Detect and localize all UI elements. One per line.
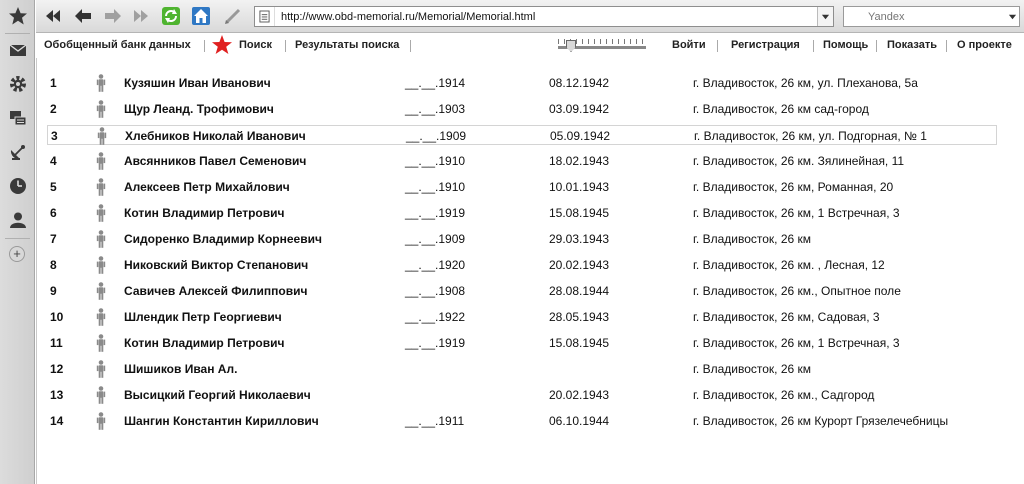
person-icon <box>96 100 106 118</box>
person-name[interactable]: Никовский Виктор Степанович <box>124 258 309 272</box>
person-icon <box>96 360 106 378</box>
person-name[interactable]: Алексеев Петр Михайлович <box>124 180 290 194</box>
nav-search-results[interactable]: Результаты поиска <box>295 39 400 51</box>
death-date: 29.03.1943 <box>549 232 610 246</box>
person-icon <box>96 386 106 404</box>
birth-date: __.__.1910 <box>405 180 466 194</box>
death-date: 28.05.1943 <box>549 310 610 324</box>
birth-date: __.__.1919 <box>405 336 466 350</box>
burial-place: г. Владивосток, 26 км, 1 Встречная, 3 <box>693 336 900 350</box>
red-star-icon <box>211 35 233 55</box>
result-row[interactable] <box>47 281 997 301</box>
death-date: 15.08.1945 <box>549 206 610 220</box>
burial-place: г. Владивосток, 26 км. Зялинейная, 11 <box>693 154 905 168</box>
rewind-icon[interactable] <box>42 5 64 27</box>
result-row[interactable] <box>47 333 997 353</box>
row-number: 2 <box>50 102 57 116</box>
nav-about[interactable]: О проекте <box>957 39 1012 51</box>
opera-sidebar <box>0 0 35 484</box>
search-box[interactable] <box>843 6 1020 27</box>
person-name[interactable]: Савичев Алексей Филиппович <box>124 284 308 298</box>
result-row[interactable] <box>47 73 997 93</box>
add-panel-icon[interactable]: + <box>9 246 25 262</box>
person-icon <box>96 334 106 352</box>
birth-date: __.__.1914 <box>405 76 466 90</box>
burial-place: г. Владивосток, 26 км. , Лесная, 12 <box>693 258 885 272</box>
birth-date: __.__.1920 <box>405 258 466 272</box>
person-icon <box>96 282 106 300</box>
row-number: 5 <box>50 180 57 194</box>
nav-general-db[interactable]: Обобщенный банк данных <box>44 39 191 51</box>
burial-place: г. Владивосток, 26 км Курорт Грязелечебницы <box>693 414 949 428</box>
person-icon <box>96 152 106 170</box>
burial-place: г. Владивосток, 26 км, Садовая, 3 <box>693 310 880 324</box>
result-row[interactable] <box>47 385 997 405</box>
row-number: 14 <box>50 414 64 428</box>
death-date: 10.01.1943 <box>549 180 610 194</box>
zoom-slider-thumb[interactable] <box>566 40 576 52</box>
birth-date: __.__.1910 <box>405 154 466 168</box>
burial-place: г. Владивосток, 26 км <box>693 232 812 246</box>
address-dropdown-icon[interactable] <box>817 7 833 26</box>
person-name[interactable]: Авсянников Павел Семенович <box>124 154 307 168</box>
bookmarks-star-icon[interactable] <box>3 2 32 30</box>
nav-search[interactable]: Поиск <box>239 39 273 51</box>
row-number: 10 <box>50 310 64 324</box>
person-name[interactable]: Высицкий Георгий Николаевич <box>124 388 311 402</box>
death-date: 05.09.1942 <box>550 129 611 143</box>
death-date: 03.09.1942 <box>549 102 610 116</box>
result-row[interactable] <box>47 229 997 249</box>
row-number: 6 <box>50 206 57 220</box>
row-number: 8 <box>50 258 57 272</box>
search-input[interactable] <box>844 11 1004 23</box>
row-number: 12 <box>50 362 64 376</box>
mail-icon[interactable] <box>3 36 32 64</box>
satellite-dish-icon[interactable] <box>3 138 32 166</box>
result-row[interactable] <box>47 99 997 119</box>
person-name[interactable]: Котин Владимир Петрович <box>124 336 285 350</box>
results-list <box>36 58 1024 484</box>
row-number: 9 <box>50 284 57 298</box>
person-icon <box>96 178 106 196</box>
row-number: 1 <box>50 76 57 90</box>
death-date: 18.02.1943 <box>549 154 610 168</box>
result-row[interactable] <box>47 255 997 275</box>
browser-toolbar <box>36 0 1024 33</box>
burial-place: г. Владивосток, 26 км сад-город <box>693 102 869 116</box>
nav-show[interactable]: Показать <box>887 39 937 51</box>
page-icon <box>255 7 275 26</box>
row-number: 3 <box>51 129 58 143</box>
person-icon <box>96 308 106 326</box>
burial-place: г. Владивосток, 26 км., Опытное поле <box>693 284 901 298</box>
address-bar[interactable] <box>254 6 834 27</box>
home-icon[interactable] <box>190 5 212 27</box>
person-icon <box>96 74 106 92</box>
site-navbar <box>36 34 1024 57</box>
result-row[interactable] <box>47 411 997 431</box>
burial-place: г. Владивосток, 26 км <box>693 362 812 376</box>
person-name[interactable]: Сидоренко Владимир Корнеевич <box>124 232 322 246</box>
person-icon <box>97 127 107 145</box>
birth-date: __.__.1909 <box>405 232 466 246</box>
chat-icon[interactable] <box>3 104 32 132</box>
nav-login[interactable]: Войти <box>672 39 706 51</box>
row-number: 13 <box>50 388 64 402</box>
gear-icon[interactable] <box>3 70 32 98</box>
result-row[interactable] <box>47 151 997 171</box>
burial-place: г. Владивосток, 26 км., Садгород <box>693 388 875 402</box>
zoom-slider[interactable] <box>558 37 646 53</box>
birth-date: __.__.1922 <box>405 310 466 324</box>
burial-place: г. Владивосток, 26 км, ул. Подгорная, № 1 <box>694 129 927 143</box>
row-number: 7 <box>50 232 57 246</box>
burial-place: г. Владивосток, 26 км, ул. Плеханова, 5а <box>693 76 918 90</box>
person-name[interactable]: Шлендик Петр Георгиевич <box>124 310 282 324</box>
burial-place: г. Владивосток, 26 км, Романная, 20 <box>693 180 894 194</box>
death-date: 20.02.1943 <box>549 258 610 272</box>
person-name[interactable]: Хлебников Николай Иванович <box>125 129 306 143</box>
result-row[interactable] <box>47 307 997 327</box>
death-date: 08.12.1942 <box>549 76 610 90</box>
history-clock-icon[interactable] <box>3 172 32 200</box>
person-icon <box>96 412 106 430</box>
person-name[interactable]: Котин Владимир Петрович <box>124 206 285 220</box>
search-dropdown-icon[interactable] <box>1005 7 1019 26</box>
birth-date: __.__.1909 <box>406 129 467 143</box>
death-date: 06.10.1944 <box>549 414 610 428</box>
person-name[interactable]: Щур Леанд. Трофимович <box>124 102 274 116</box>
result-row[interactable] <box>47 203 997 223</box>
forward-arrow-icon[interactable] <box>102 5 124 27</box>
nav-help[interactable]: Помощь <box>823 39 869 51</box>
birth-date: __.__.1911 <box>405 414 465 428</box>
person-name[interactable]: Кузяшин Иван Иванович <box>124 76 271 90</box>
back-arrow-icon[interactable] <box>72 5 94 27</box>
burial-place: г. Владивосток, 26 км, 1 Встречная, 3 <box>693 206 900 220</box>
result-row[interactable] <box>47 359 997 379</box>
person-name[interactable]: Шангин Константин Кириллович <box>124 414 319 428</box>
fast-forward-icon[interactable] <box>130 5 152 27</box>
contacts-person-icon[interactable] <box>3 206 32 234</box>
birth-date: __.__.1903 <box>405 102 466 116</box>
death-date: 28.08.1944 <box>549 284 610 298</box>
death-date: 20.02.1943 <box>549 388 610 402</box>
url-text[interactable]: http://www.obd-memorial.ru/Memorial/Memorial.html <box>281 10 536 23</box>
result-row[interactable] <box>47 177 997 197</box>
birth-date: __.__.1919 <box>405 206 466 220</box>
birth-date: __.__.1908 <box>405 284 466 298</box>
person-name[interactable]: Шишиков Иван Ал. <box>124 362 238 376</box>
row-number: 11 <box>50 336 63 350</box>
row-number: 4 <box>50 154 57 168</box>
reload-icon[interactable] <box>160 5 182 27</box>
person-icon <box>96 204 106 222</box>
edit-pen-icon[interactable] <box>222 5 244 27</box>
person-icon <box>96 230 106 248</box>
nav-register[interactable]: Регистрация <box>731 39 800 51</box>
death-date: 15.08.1945 <box>549 336 610 350</box>
result-row[interactable] <box>47 125 997 145</box>
person-icon <box>96 256 106 274</box>
